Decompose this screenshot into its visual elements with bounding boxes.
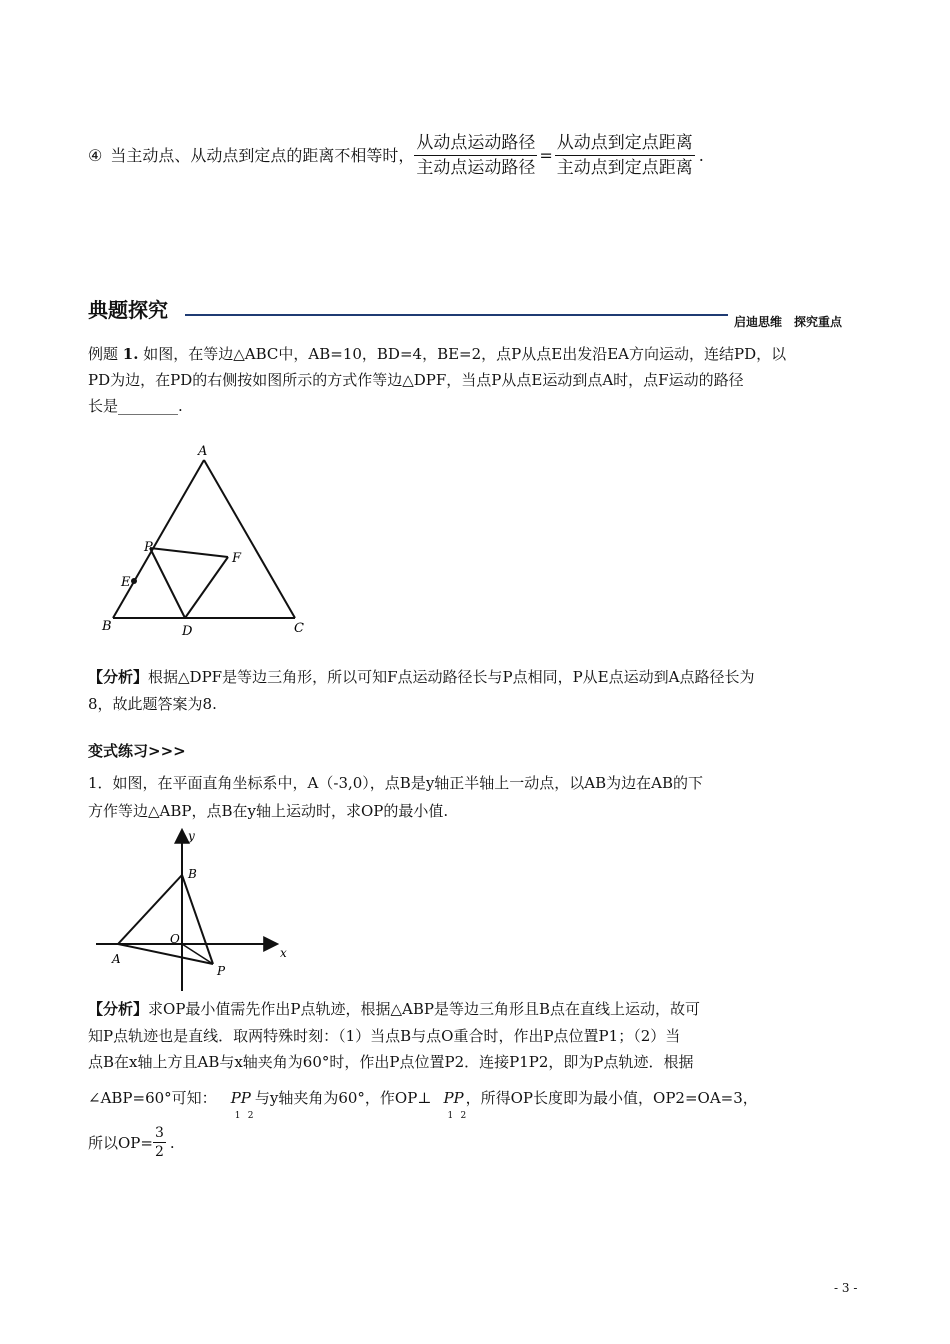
label-e: E <box>121 575 131 590</box>
analysis2-tag: 【分析】 <box>88 1000 149 1018</box>
pp-segment-2: PP 1 2 <box>443 1082 463 1114</box>
label-d: D <box>182 624 193 639</box>
rule4-marker: ④ <box>88 145 103 165</box>
rule4-text: 当主动点、从动点到定点的距离不相等时， <box>110 145 415 165</box>
analysis2-text5a: 所以OP= <box>88 1133 153 1152</box>
figure-equilateral-triangle <box>90 440 320 645</box>
label-y: y <box>188 829 195 843</box>
label-b: B <box>102 619 112 634</box>
label-c: C <box>294 621 304 636</box>
segment-pf <box>150 548 228 557</box>
section-title: 典题探究 <box>88 298 168 322</box>
analysis2-text4a: ∠ABP=60°可知： <box>88 1089 217 1107</box>
section-subtitle: 启迪思维 探究重点 <box>734 315 843 329</box>
point-e <box>131 578 137 584</box>
label-p: P <box>144 540 153 555</box>
analysis2-line4 <box>88 1082 758 1121</box>
rule4-frac1-den: 主动点运动路径 <box>416 158 536 178</box>
pp2-sub2: 2 <box>460 1111 467 1121</box>
rule4-frac2-den: 主动点到定点距离 <box>556 158 693 178</box>
rule4-frac1-num: 从动点运动路径 <box>414 131 537 156</box>
analysis2-line5 <box>88 1124 175 1161</box>
label-f: F <box>232 551 242 566</box>
example1-label: 例题 <box>88 345 119 363</box>
label-b2: B <box>188 867 197 881</box>
section-rule <box>185 314 728 316</box>
rule4-frac2-num: 从动点到定点距离 <box>555 131 695 156</box>
pp1-sub1: 1 <box>234 1111 241 1121</box>
figure-coordinate-plane <box>90 826 300 996</box>
segment-bp <box>182 875 213 964</box>
rule4-equals: = <box>539 145 553 165</box>
op-fraction <box>153 1124 166 1161</box>
analysis2-text4c: ，所得OP长度即为最小值，OP2=OA=3， <box>465 1089 758 1107</box>
analysis1-text1: 根据△DPF是等边三角形，所以可知F点运动路径长与P点相同，P从E点运动到A点路径长为 <box>148 668 755 686</box>
analysis1-line2: 8，故此题答案为8. <box>88 695 217 713</box>
pp1-sub2: 2 <box>247 1111 254 1121</box>
label-p2: P <box>217 964 226 978</box>
example1-line3: 长是________. <box>88 397 183 415</box>
pp2-sub1: 1 <box>447 1111 454 1121</box>
variant-q1-line2: 方作等边△ABP，点B在y轴上运动时，求OP的最小值. <box>88 802 449 820</box>
rule4-line <box>88 131 704 180</box>
variant-heading: 变式练习>>> <box>88 742 186 760</box>
example1-text1: 如图，在等边△ABC中，AB=10，BD=4，BE=2，点P从点E出发沿EA方向运动，连结PD，以 <box>143 345 787 363</box>
analysis2-line3: 点B在x轴上方且AB与x轴夹角为60°时，作出P点位置P2．连接P1P2，即为P点轨迹．根据 <box>88 1053 694 1071</box>
side-ac <box>204 460 295 618</box>
side-ab <box>113 460 204 618</box>
rule4-fraction-2 <box>555 131 695 180</box>
analysis2-line2: 知P点轨迹也是直线．取两特殊时刻：（1）当点B与点O重合时，作出P点位置P1；（2）当 <box>88 1027 681 1045</box>
analysis2-text1: 求OP最小值需先作出P点轨迹，根据△ABP是等边三角形且B点在直线上运动，故可 <box>148 1000 701 1018</box>
page-number: - 3 - <box>834 1281 858 1295</box>
rule4-end: . <box>698 145 704 165</box>
segment-df <box>185 557 228 618</box>
label-a2: A <box>112 952 121 966</box>
label-x: x <box>280 946 287 960</box>
example1-number: 1. <box>122 345 139 363</box>
segment-pd <box>150 548 185 618</box>
analysis2-text4b: 与y轴夹角为60°，作OP⊥ <box>254 1089 432 1107</box>
op-frac-den: 2 <box>154 1144 164 1160</box>
pp-segment-1: PP 1 2 <box>231 1082 251 1114</box>
label-o: O <box>170 932 180 946</box>
variant-q1-line1: 1．如图，在平面直角坐标系中，A（-3,0），点B是y轴正半轴上一动点，以AB为边在AB的下 <box>88 774 704 792</box>
example1-line2: PD为边，在PD的右侧按如图所示的方式作等边△DPF，当点P从点E运动到点A时，点F运动的路径 <box>88 371 744 389</box>
analysis1-tag: 【分析】 <box>88 668 149 686</box>
op-frac-num: 3 <box>154 1125 164 1141</box>
rule4-fraction-1 <box>414 131 537 180</box>
label-a: A <box>198 444 208 459</box>
analysis2-text5b: . <box>169 1133 175 1152</box>
